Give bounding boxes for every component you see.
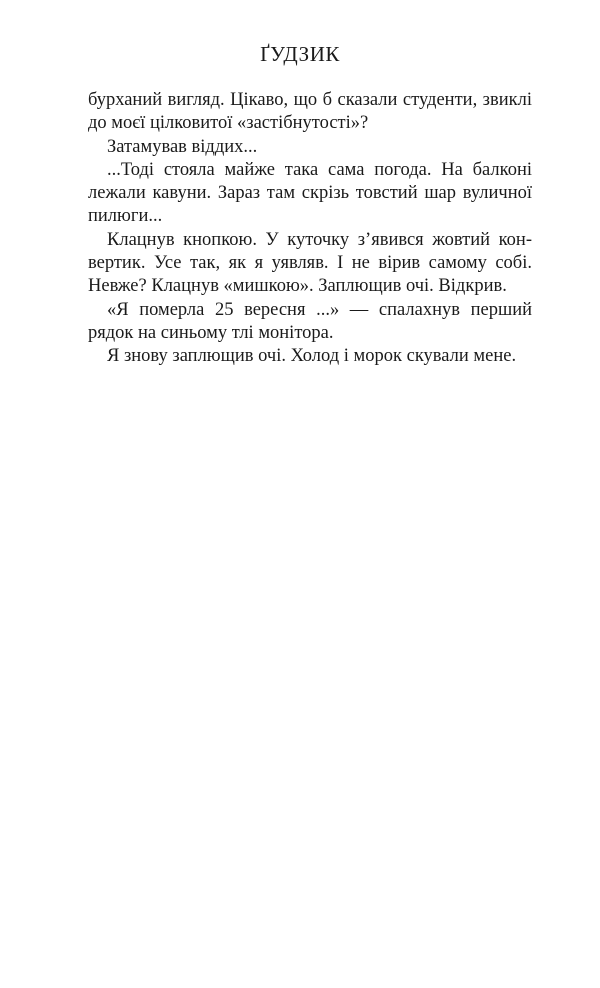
- text-line: пилюги...: [88, 206, 163, 227]
- text-line: лежали кавуни. Зараз там скрізь товстий шар вуличної: [88, 183, 532, 204]
- text-line: до моєї цілковитої «застібнутості»?: [88, 113, 369, 134]
- text-line: Невже? Клацнув «мишкою». Заплющив очі. Відкрив.: [88, 276, 507, 297]
- body-text: [88, 89, 532, 369]
- text-line: бурханий вигляд. Цікаво, що б сказали студенти, звиклі: [88, 90, 532, 110]
- text-line: Я знову заплющив очі. Холод і морок скували мене.: [107, 346, 517, 367]
- text-line: «Я померла 25 вересня ...» — спалахнув перший: [107, 299, 532, 320]
- text-line: ...Тоді стояла майже така сама погода. На балконі: [107, 159, 532, 180]
- running-header-title: ҐУДЗИК: [260, 42, 340, 66]
- text-line: рядок на синьому тлі монітора.: [88, 322, 334, 343]
- text-line: Затамував віддих...: [107, 136, 258, 157]
- text-line: вертик. Усе так, як я уявляв. І не вірив самому собі.: [88, 253, 532, 274]
- text-line: Клацнув кнопкою. У куточку з’явився жовтий кон-: [107, 229, 532, 250]
